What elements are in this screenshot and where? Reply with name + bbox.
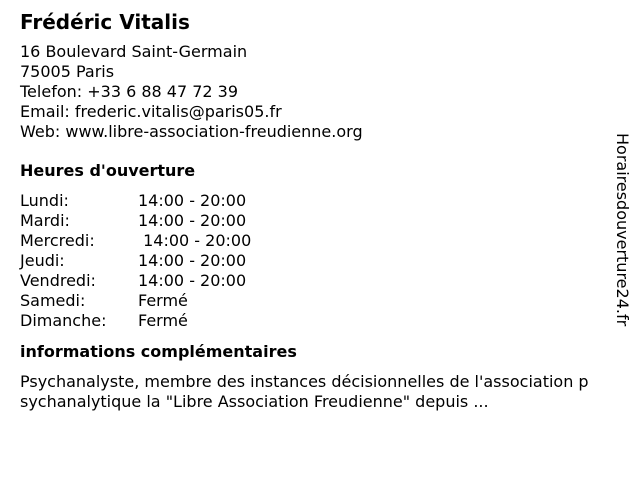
web-line: Web: www.libre-association-freudienne.org — [20, 122, 363, 141]
watermark-text: Horairesdouverture24.fr — [613, 133, 632, 327]
business-listing — [20, 9, 600, 412]
hours-time: 14:00 - 20:00 — [138, 211, 247, 230]
hours-row-dimanche — [20, 311, 600, 331]
hours-row-samedi — [20, 291, 600, 311]
opening-hours-table — [20, 191, 600, 331]
hours-time: 14:00 - 20:00 — [138, 231, 252, 250]
phone-line: Telefon: +33 6 88 47 72 39 — [20, 82, 239, 101]
email-line: Email: frederic.vitalis@paris05.fr — [20, 102, 282, 121]
hours-row-mercredi — [20, 231, 600, 251]
city-postcode: 75005 Paris — [20, 62, 115, 81]
hours-day: Lundi: — [20, 191, 69, 210]
hours-time: 14:00 - 20:00 — [138, 251, 247, 270]
hours-time: Fermé — [138, 311, 188, 330]
hours-time: Fermé — [138, 291, 188, 310]
opening-hours-title: Heures d'ouverture — [20, 161, 196, 180]
additional-info-title: informations complémentaires — [20, 342, 297, 361]
street-address: 16 Boulevard Saint-Germain — [20, 42, 248, 61]
hours-row-jeudi — [20, 251, 600, 271]
address-block — [20, 42, 600, 142]
site-watermark — [610, 133, 634, 373]
hours-day: Mardi: — [20, 211, 70, 230]
hours-day: Vendredi: — [20, 271, 96, 290]
hours-day: Samedi: — [20, 291, 86, 310]
hours-day: Mercredi: — [20, 231, 95, 250]
business-name: Frédéric Vitalis — [20, 10, 190, 34]
hours-row-vendredi — [20, 271, 600, 291]
hours-day: Dimanche: — [20, 311, 107, 330]
hours-day: Jeudi: — [20, 251, 65, 270]
hours-time: 14:00 - 20:00 — [138, 271, 247, 290]
additional-info-text: Psychanalyste, membre des instances décisionnelles de l'association psychanalytique la "Libre Association Freudienne" depuis ... — [20, 372, 589, 411]
hours-row-lundi — [20, 191, 600, 211]
hours-time: 14:00 - 20:00 — [138, 191, 247, 210]
hours-row-mardi — [20, 211, 600, 231]
